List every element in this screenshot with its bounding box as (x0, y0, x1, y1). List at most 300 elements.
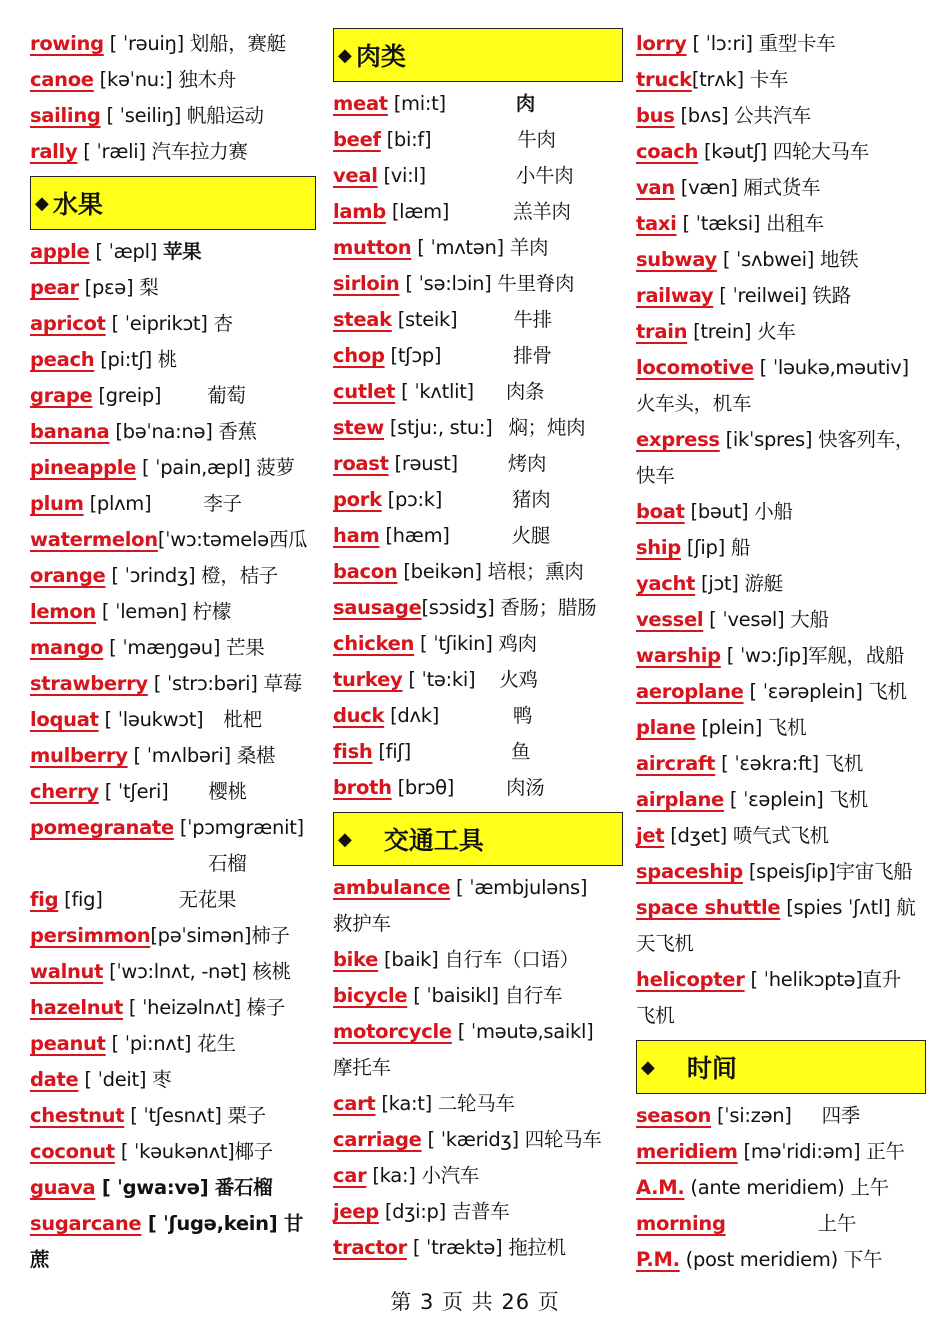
vocab-entry (333, 446, 623, 482)
vocab-meaning: 羔羊肉 (513, 200, 571, 223)
vocab-phonetic: [bʌs] (680, 104, 729, 127)
vocab-word: van (636, 176, 675, 199)
vocab-meaning: 重型卡车 (758, 32, 836, 55)
vocab-entry (30, 1134, 316, 1170)
vocab-word: plane (636, 716, 696, 739)
vocab-meaning: 香蕉 (218, 420, 257, 443)
vocab-entry (30, 522, 316, 558)
vocab-entry (636, 566, 926, 602)
vocab-meaning: 摩托车 (333, 1056, 391, 1079)
vocab-meaning: 火车 (757, 320, 796, 343)
vocab-word: morning (636, 1212, 726, 1235)
vocab-word: mango (30, 636, 104, 659)
vocab-meaning: 番石榴 (214, 1176, 273, 1199)
vocab-meaning: 飞机 (868, 680, 907, 703)
vocab-phonetic: [pɛə] (84, 276, 134, 299)
vocab-phonetic: [ ˈmæŋgəu] (109, 636, 221, 659)
vocab-phonetic: [mi:t] (393, 92, 446, 115)
vocab-phonetic: [ ˈrəuiŋ] (109, 32, 184, 55)
vocab-meaning: 石榴 (208, 852, 247, 875)
vocab-entry (636, 638, 926, 674)
vocab-word: A.M. (636, 1176, 685, 1199)
vocab-word: mulberry (30, 744, 128, 767)
vocab-phonetic: [ ˈɛəplein] (729, 788, 824, 811)
vocab-word: meat (333, 92, 388, 115)
page-footer (0, 1286, 950, 1316)
vocab-entry (333, 590, 623, 626)
vocab-entry (30, 1098, 316, 1134)
vocab-entry (30, 270, 316, 306)
vocab-word: lorry (636, 32, 687, 55)
vocab-word: guava (30, 1176, 96, 1199)
vocab-phonetic: [ ˈwɔ:ʃip] (726, 644, 809, 667)
vocab-phonetic: [steik] (397, 308, 458, 331)
vocab-word: bus (636, 104, 675, 127)
vocab-meaning: 火鸡 (499, 668, 538, 691)
vocab-meaning: 梨 (139, 276, 159, 299)
vocab-entry (30, 738, 316, 774)
vocab-phonetic: [greip] (98, 384, 162, 407)
vocab-word: lemon (30, 600, 97, 623)
vocab-entry (30, 26, 316, 62)
vocab-word: ambulance (333, 876, 451, 899)
vocab-phonetic: [ʃip] (686, 536, 725, 559)
vocab-word: orange (30, 564, 106, 587)
column-2 (333, 26, 623, 1266)
vocab-phonetic: [ka:t] (381, 1092, 432, 1115)
vocab-phonetic: [ ˈpain,æpl] (141, 456, 251, 479)
vocab-phonetic: [ ˈdeit] (84, 1068, 147, 1091)
vocab-word: strawberry (30, 672, 148, 695)
vocab-meaning: 鱼 (510, 740, 531, 763)
vocab-word: vessel (636, 608, 704, 631)
vocab-entry (636, 818, 926, 854)
vocab-word: pineapple (30, 456, 137, 479)
vocab-entry (333, 870, 623, 906)
vocab-phonetic: [ ˈæmbjuləns] (456, 876, 588, 899)
section-title: 水果 (52, 190, 103, 219)
vocab-phonetic: [jɔt] (701, 572, 739, 595)
vocab-word: spaceship (636, 860, 743, 883)
vocab-word: train (636, 320, 688, 343)
vocab-entry (333, 770, 623, 806)
vocab-entry (333, 1230, 623, 1266)
vocab-meaning-line (636, 998, 926, 1034)
vocab-entry (333, 410, 623, 446)
vocab-entry (30, 882, 316, 918)
vocab-phonetic: [ ˈbaisikl] (413, 984, 499, 1007)
vocab-meaning-line (333, 1050, 623, 1086)
vocab-entry (333, 302, 623, 338)
vocab-entry (333, 518, 623, 554)
section-title: 肉类 (355, 42, 406, 71)
vocab-word: car (333, 1164, 367, 1187)
vocab-word: hazelnut (30, 996, 123, 1019)
vocab-entry (30, 98, 316, 134)
vocab-meaning: 飞机 (829, 788, 868, 811)
vocab-word: aircraft (636, 752, 716, 775)
vocab-phonetic: [ ˈtæksi] (682, 212, 761, 235)
vocab-meaning: 小船 (754, 500, 793, 523)
vocab-phonetic: [ ˈsʌbwei] (722, 248, 815, 271)
vocab-word: ship (636, 536, 681, 559)
vocab-entry (636, 206, 926, 242)
vocab-entry (636, 134, 926, 170)
vocab-word: peach (30, 348, 95, 371)
vocab-phonetic: [baik] (384, 948, 439, 971)
vocab-entry (636, 962, 926, 998)
vocab-meaning: 栗子 (227, 1104, 266, 1127)
section-header-transport (333, 812, 623, 866)
vocab-phonetic: [ ˈɛərəplein] (749, 680, 863, 703)
vocab-meaning: 下午 (843, 1248, 883, 1271)
vocab-phonetic: [ˈpɔmgrænit] (179, 816, 304, 839)
vocab-entry (30, 1062, 316, 1098)
vocab-entry (636, 1242, 926, 1278)
vocab-meaning: 椰子 (234, 1140, 273, 1163)
section-transport (333, 870, 623, 1266)
vocab-phonetic: [ ˈgwa:və] (101, 1176, 209, 1199)
vocab-meaning: 自行车（口语） (444, 948, 579, 971)
vocab-entry (636, 782, 926, 818)
vocab-phonetic: [ ˈsə:lɔin] (405, 272, 492, 295)
vocab-phonetic: (post meridiem) (685, 1248, 838, 1271)
vocab-phonetic: [beikən] (403, 560, 482, 583)
vocab-phonetic: [ˈwɔ:təmelə (157, 528, 269, 551)
vocab-entry (636, 170, 926, 206)
vocab-meaning: 橙，桔子 (201, 564, 278, 587)
vocab-word: bike (333, 948, 379, 971)
vocab-meaning: 划船，赛艇 (189, 32, 286, 55)
vocab-entry (636, 314, 926, 350)
vocab-word: ham (333, 524, 380, 547)
vocab-phonetic: [dʌk] (390, 704, 440, 727)
vocab-entry (30, 774, 316, 810)
vocab-phonetic: [ikˈspres] (725, 428, 813, 451)
vocab-phonetic: [ ˈæpl] (95, 240, 158, 263)
vocab-phonetic: [ ˈtə:ki] (408, 668, 476, 691)
vocab-entry (30, 450, 316, 486)
vocab-meaning: 牛肉 (517, 128, 556, 151)
vocab-phonetic: [ ˈvesəl] (709, 608, 785, 631)
vocab-meaning: 四轮马车 (524, 1128, 602, 1151)
vocab-meaning-line (636, 386, 926, 422)
vocab-meaning: 汽车拉力赛 (151, 140, 248, 163)
vocab-entry (333, 86, 623, 122)
vocab-meaning: 快车 (636, 464, 675, 487)
vocab-phonetic: [fig] (64, 888, 103, 911)
vocab-entry (636, 62, 926, 98)
vocab-meaning: 火车头，机车 (636, 392, 752, 415)
vocab-meaning: 榛子 (246, 996, 286, 1019)
vocab-entry (333, 698, 623, 734)
vocab-entry (30, 990, 316, 1026)
vocab-meaning: 直升 (862, 968, 901, 991)
vocab-word: beef (333, 128, 381, 151)
vocab-entry (333, 554, 623, 590)
vocab-entry (636, 710, 926, 746)
vocab-word: veal (333, 164, 378, 187)
vocab-phonetic: [ ˈtræktə] (412, 1236, 503, 1259)
vocab-phonetic: [ ˈtʃikin] (420, 632, 493, 655)
vocab-meaning: 卡车 (749, 68, 789, 91)
vocab-meaning: 吉普车 (451, 1200, 510, 1223)
diamond-icon: ◆ (338, 828, 352, 850)
vocab-word: rowing (30, 32, 104, 55)
vocab-meaning: 牛排 (513, 308, 552, 331)
vocab-entry (30, 1206, 316, 1242)
vocab-word: jet (636, 824, 665, 847)
vocab-entry (30, 342, 316, 378)
vocab-word: lamb (333, 200, 386, 223)
vocab-phonetic: [pəˈsimən] (150, 924, 252, 947)
vocab-entry (333, 1014, 623, 1050)
vocab-phonetic: [ ˈkæridʒ] (427, 1128, 519, 1151)
vocab-phonetic: [fiʃ] (378, 740, 411, 763)
vocab-phonetic: [ ˈkəukənʌt] (120, 1140, 235, 1163)
vocab-entry (333, 1086, 623, 1122)
vocab-meaning: 小牛肉 (515, 164, 574, 187)
vocab-entry (30, 486, 316, 522)
vocab-word: railway (636, 284, 714, 307)
section-title: 时间 (686, 1054, 737, 1083)
vocab-word: roast (333, 452, 389, 475)
vocab-phonetic: [bəˈna:nə] (115, 420, 213, 443)
column-3 (636, 26, 926, 1278)
vocab-phonetic: [ ˈhelikɔptə] (750, 968, 863, 991)
vocab-word: grape (30, 384, 93, 407)
vocab-phonetic: [trein] (693, 320, 752, 343)
vocab-entry (30, 810, 316, 846)
vocab-meaning: 火腿 (511, 524, 550, 547)
vocab-word: duck (333, 704, 385, 727)
vocab-meaning: 鸡肉 (498, 632, 537, 655)
section-transport-continued (636, 26, 926, 1034)
vocab-meaning: 核桃 (252, 960, 291, 983)
vocab-entry (636, 746, 926, 782)
vocab-entry (30, 630, 316, 666)
vocab-phonetic: [pɔ:k] (387, 488, 443, 511)
vocab-phonetic: [sɔsidʒ] (421, 596, 495, 619)
vocab-word: yacht (636, 572, 696, 595)
vocab-word: chop (333, 344, 385, 367)
vocab-word: bacon (333, 560, 398, 583)
vocab-word: rally (30, 140, 78, 163)
vocab-word: pomegranate (30, 816, 174, 839)
diamond-icon: ◆ (641, 1056, 655, 1078)
vocab-meaning: 喷气式飞机 (732, 824, 829, 847)
vocab-phonetic: [ ˈmʌtən] (417, 236, 504, 259)
vocab-word: sausage (333, 596, 422, 619)
vocab-word: pear (30, 276, 79, 299)
vocab-phonetic: [pi:tʃ] (100, 348, 152, 371)
vocab-word: locomotive (636, 356, 754, 379)
vocab-entry (333, 194, 623, 230)
vocab-entry (636, 242, 926, 278)
vocab-meaning: 正午 (866, 1140, 905, 1163)
vocab-meaning: 蔗 (30, 1248, 50, 1271)
vocab-meaning: 枇杷 (223, 708, 262, 731)
vocab-entry (333, 662, 623, 698)
vocab-phonetic: [ ˈstrɔ:bəri] (153, 672, 258, 695)
vocab-word: pork (333, 488, 382, 511)
vocab-meaning: 二轮马车 (437, 1092, 515, 1115)
vocab-word: cart (333, 1092, 376, 1115)
vocab-meaning: 桃 (157, 348, 177, 371)
vocab-word: express (636, 428, 720, 451)
vocab-entry (636, 98, 926, 134)
vocab-phonetic: [ ˈɛəkra:ft] (721, 752, 819, 775)
vocab-meaning: 上午 (850, 1176, 889, 1199)
vocab-entry (333, 1194, 623, 1230)
vocab-phonetic: [ ˈheizəlnʌt] (128, 996, 241, 1019)
vocab-word: banana (30, 420, 110, 443)
vocab-entry (636, 1098, 926, 1134)
vocab-entry (636, 278, 926, 314)
section-time (636, 1098, 926, 1278)
vocab-entry (30, 1026, 316, 1062)
section-sports-continued (30, 26, 316, 170)
vocab-word: helicopter (636, 968, 745, 991)
section-header-time (636, 1040, 926, 1094)
vocab-phonetic: [dʒi:p] (384, 1200, 446, 1223)
diamond-icon: ◆ (35, 192, 49, 214)
vocab-meaning: 肉 (515, 92, 535, 115)
vocab-word: loquat (30, 708, 99, 731)
vocab-meaning: 航 (896, 896, 916, 919)
section-fruit (30, 234, 316, 1278)
vocab-entry (30, 594, 316, 630)
vocab-entry (333, 942, 623, 978)
vocab-word: peanut (30, 1032, 106, 1055)
vocab-meaning-line (333, 906, 623, 942)
vocab-phonetic: [ ˈpi:nʌt] (111, 1032, 192, 1055)
vocab-meaning: 地铁 (819, 248, 859, 271)
vocab-entry (333, 978, 623, 1014)
vocab-word: taxi (636, 212, 677, 235)
vocab-meaning: 小汽车 (421, 1164, 480, 1187)
vocab-meaning: 葡萄 (207, 384, 246, 407)
vocab-phonetic: [speisʃip] (748, 860, 836, 883)
vocab-meaning-line (636, 458, 926, 494)
vocab-entry (30, 918, 316, 954)
vocab-meaning: 救护车 (333, 912, 391, 935)
vocab-entry (30, 702, 316, 738)
vocab-meaning: 羊肉 (509, 236, 549, 259)
vocab-word: steak (333, 308, 392, 331)
vocab-meaning: 公共汽车 (734, 104, 811, 127)
vocab-entry (636, 1134, 926, 1170)
vocab-phonetic: [ ˈləukə,məutiv] (759, 356, 909, 379)
vocab-entry (30, 378, 316, 414)
vocab-phonetic: [ ˈʃugə,kein] (147, 1212, 278, 1235)
vocab-meaning: 西瓜 (268, 528, 308, 551)
vocab-phonetic: [vi:l] (383, 164, 426, 187)
vocab-meaning: 无花果 (178, 888, 237, 911)
vocab-phonetic: [məˈridi:əm] (743, 1140, 861, 1163)
vocab-entry (636, 602, 926, 638)
page-number: 第 3 页 共 26 页 (390, 1290, 560, 1314)
vocab-word: P.M. (636, 1248, 680, 1271)
vocab-meaning: 游艇 (744, 572, 783, 595)
vocab-word: tractor (333, 1236, 407, 1259)
vocab-entry (333, 626, 623, 662)
vocab-meaning: 排骨 (513, 344, 552, 367)
vocab-meaning: 船 (730, 536, 751, 559)
vocab-word: broth (333, 776, 392, 799)
vocab-phonetic: [dʒet] (670, 824, 727, 847)
vocab-meaning: 李子 (203, 492, 242, 515)
vocab-meaning-line (30, 846, 316, 882)
vocab-word: persimmon (30, 924, 151, 947)
vocab-meaning: 天飞机 (636, 932, 694, 955)
vocab-meaning: 菠萝 (256, 456, 295, 479)
vocab-meaning: 柠檬 (192, 600, 232, 623)
vocab-entry (333, 158, 623, 194)
vocab-word: motorcycle (333, 1020, 452, 1043)
vocab-meaning: 铁路 (812, 284, 851, 307)
vocab-word: date (30, 1068, 79, 1091)
vocab-phonetic: [ˈsi:zən] (716, 1104, 792, 1127)
vocab-word: coach (636, 140, 699, 163)
vocab-entry (636, 26, 926, 62)
vocab-entry (333, 1122, 623, 1158)
vocab-meaning-line (636, 926, 926, 962)
vocab-word: aeroplane (636, 680, 744, 703)
vocab-entry (333, 374, 623, 410)
vocab-phonetic: [brɔθ] (397, 776, 455, 799)
vocab-meaning: 焖；炖肉 (508, 416, 586, 439)
vocab-meaning: 四季 (821, 1104, 861, 1127)
vocab-word: canoe (30, 68, 94, 91)
vocab-word: truck (636, 68, 692, 91)
vocab-entry (30, 666, 316, 702)
vocab-meaning: 桑椹 (236, 744, 276, 767)
vocab-entry (30, 414, 316, 450)
vocab-word: cherry (30, 780, 99, 803)
vocab-word: plum (30, 492, 84, 515)
vocab-meaning: 芒果 (226, 636, 265, 659)
vocab-word: mutton (333, 236, 412, 259)
vocab-entry (30, 134, 316, 170)
vocab-entry (636, 1206, 926, 1242)
vocab-entry (30, 306, 316, 342)
vocab-meaning: 飞机 (767, 716, 807, 739)
vocab-word: warship (636, 644, 721, 667)
vocab-phonetic: [ ˈləukwɔt] (104, 708, 204, 731)
vocab-word: jeep (333, 1200, 379, 1223)
vocab-meaning: 猪肉 (512, 488, 551, 511)
vocab-entry (636, 530, 926, 566)
vocab-entry (636, 854, 926, 890)
vocab-word: watermelon (30, 528, 158, 551)
vocab-phonetic: [ ˈræli] (83, 140, 146, 163)
vocab-entry (333, 122, 623, 158)
vocab-meaning: 柿子 (251, 924, 290, 947)
vocab-meaning: 自行车 (504, 984, 563, 1007)
vocab-entry (333, 266, 623, 302)
diamond-icon: ◆ (338, 44, 352, 66)
vocab-phonetic: [ ˈlemən] (101, 600, 187, 623)
vocab-entry (636, 422, 926, 458)
vocab-word: apple (30, 240, 90, 263)
vocab-phonetic: [ ˈtʃesnʌt] (130, 1104, 222, 1127)
vocab-word: meridiem (636, 1140, 738, 1163)
vocab-phonetic: [kəˈnu:] (99, 68, 173, 91)
section-header-meat (333, 28, 623, 82)
vocab-meaning: 枣 (152, 1068, 172, 1091)
vocab-meaning-line (30, 1242, 316, 1278)
